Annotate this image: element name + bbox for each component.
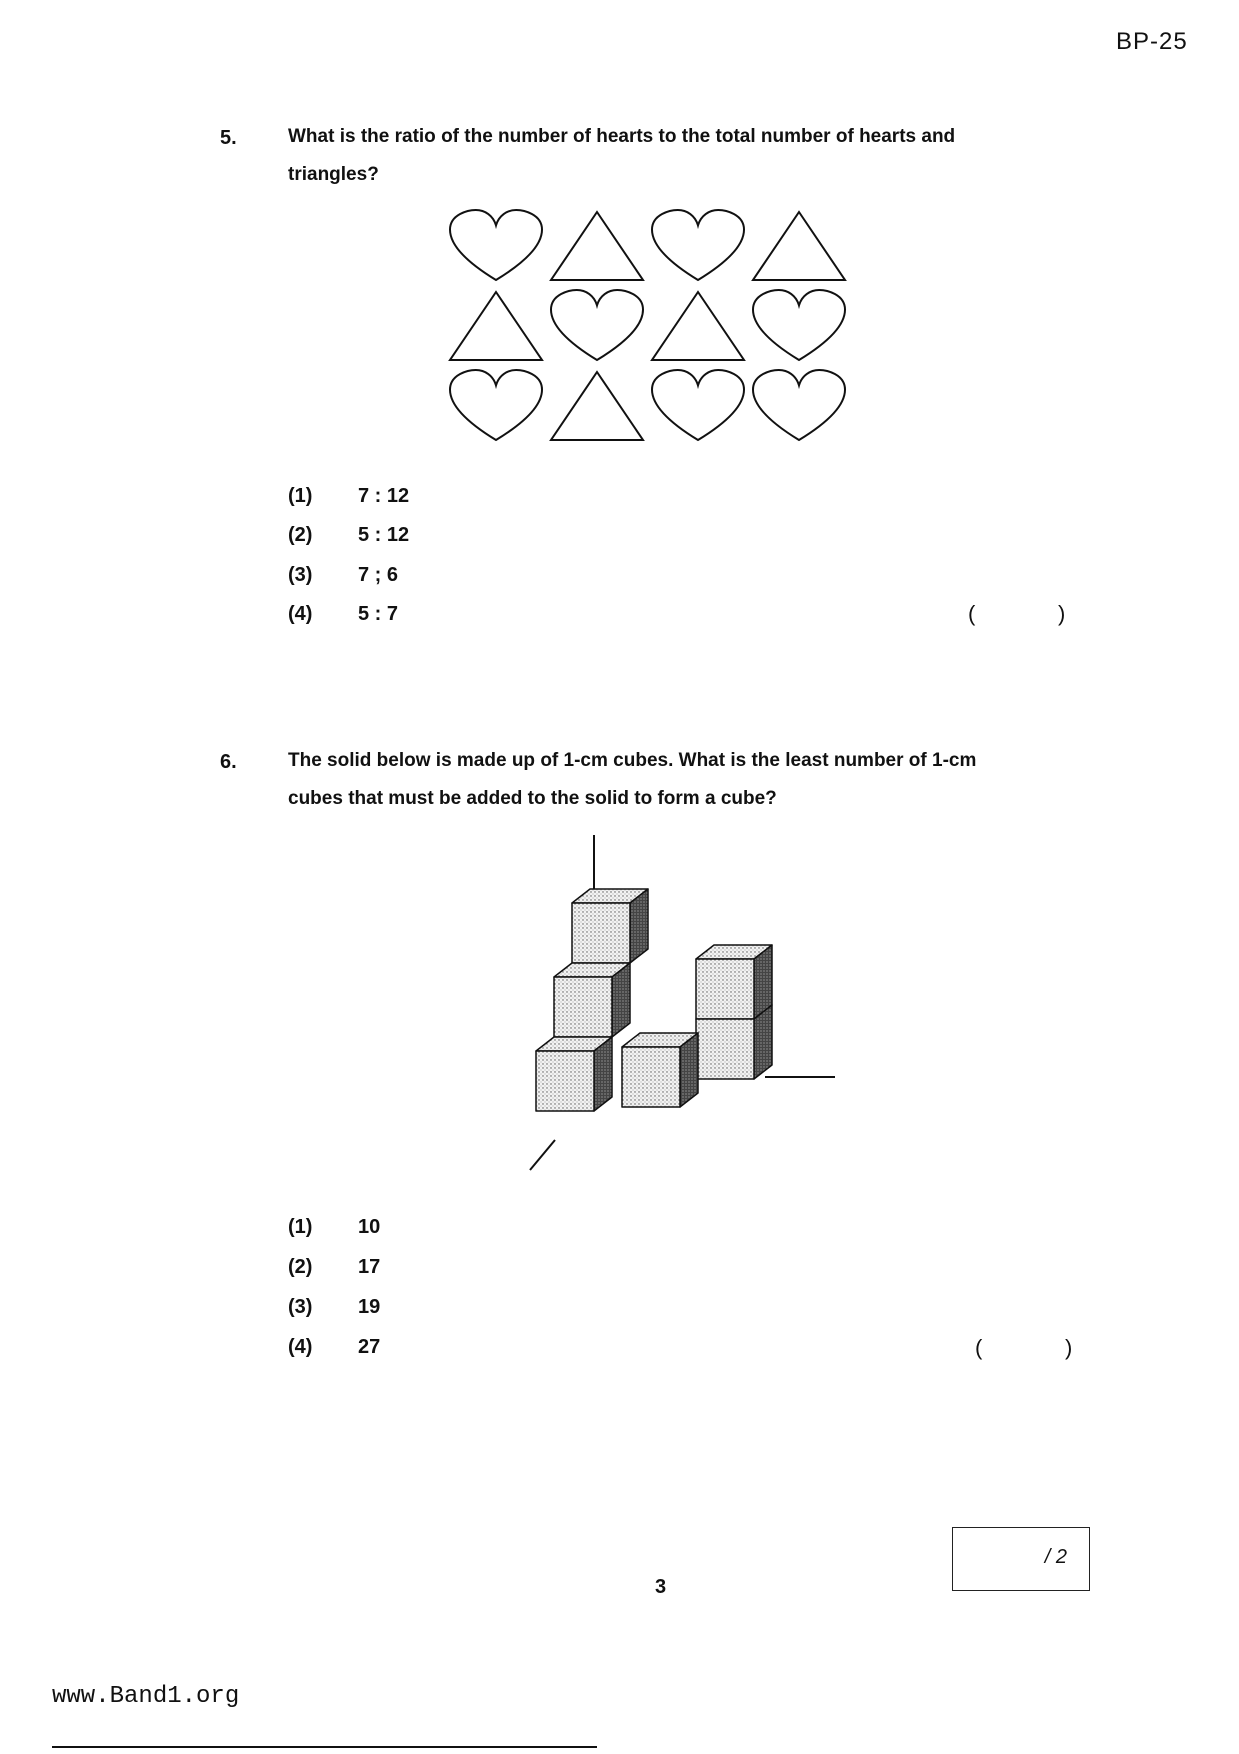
score-box-text: / 2 — [1044, 1546, 1067, 1568]
cube-right-top — [696, 945, 772, 1019]
q6-answer-close: ) — [1065, 1335, 1073, 1360]
website-watermark: www.Band1.org — [52, 1683, 240, 1710]
heart-shape — [753, 290, 845, 360]
triangle-shape — [450, 292, 542, 360]
q5-option-2[interactable] — [288, 524, 409, 547]
cube-solid-figure — [490, 835, 850, 1175]
q6-option-3[interactable] — [288, 1296, 380, 1319]
heart-shape — [450, 210, 542, 280]
q6-option-4-text: 27 — [358, 1336, 381, 1358]
q5-option-1-text: 7 : 12 — [358, 485, 410, 507]
q5-option-4-text: 5 : 7 — [358, 603, 399, 625]
q6-option-1[interactable] — [288, 1216, 380, 1239]
q5-answer-bracket[interactable] — [968, 601, 1148, 627]
q5-option-3-num: (3) — [288, 564, 313, 586]
heart-shape — [652, 370, 744, 440]
q6-option-2[interactable] — [288, 1256, 380, 1279]
q5-option-3[interactable] — [288, 564, 398, 587]
q5-option-4-num: (4) — [288, 603, 313, 625]
q6-text — [288, 742, 1088, 818]
q6-option-3-num: (3) — [288, 1296, 313, 1318]
q6-option-1-num: (1) — [288, 1216, 313, 1238]
q5-answer-close: ) — [1058, 601, 1066, 626]
heart-shape — [652, 210, 744, 280]
q6-answer-open: ( — [975, 1335, 983, 1360]
q6-text-line-1: The solid below is made up of 1-cm cubes. What is the least number of 1-cm — [288, 750, 977, 771]
heart-shape — [450, 370, 542, 440]
header-code: BP-25 — [1116, 28, 1188, 55]
q5-text-line-2: triangles? — [288, 164, 379, 185]
q6-option-4-num: (4) — [288, 1336, 313, 1358]
q5-option-2-num: (2) — [288, 524, 313, 546]
q5-option-1-num: (1) — [288, 485, 313, 507]
q6-option-4[interactable] — [288, 1336, 380, 1359]
q5-text — [288, 118, 1088, 194]
axis-depth — [530, 1140, 555, 1170]
heart-shape — [753, 370, 845, 440]
footer-rule — [52, 1746, 597, 1748]
q6-number: 6. — [220, 751, 237, 773]
q5-option-3-text: 7 ; 6 — [358, 564, 399, 586]
q5-text-line-1: What is the ratio of the number of hearts to the total number of hearts and — [288, 126, 956, 147]
cube-left-top — [572, 889, 648, 963]
q5-option-1[interactable] — [288, 485, 409, 508]
q5-number: 5. — [220, 127, 237, 149]
triangle-shape — [551, 212, 643, 280]
q5-option-4[interactable] — [288, 603, 398, 626]
cube-left-middle — [554, 963, 630, 1037]
hearts-triangles-figure — [450, 210, 870, 460]
q6-option-2-num: (2) — [288, 1256, 313, 1278]
q6-option-3-text: 19 — [358, 1296, 381, 1318]
heart-shape — [551, 290, 643, 360]
q5-option-2-text: 5 : 12 — [358, 524, 410, 546]
q5-answer-open: ( — [968, 601, 976, 626]
q6-text-line-2: cubes that must be added to the solid to form a cube? — [288, 788, 777, 809]
cube-left-bottom — [536, 1037, 612, 1111]
cube-middle — [622, 1033, 698, 1107]
triangle-shape — [652, 292, 744, 360]
q6-option-1-text: 10 — [358, 1216, 381, 1238]
triangle-shape — [753, 212, 845, 280]
triangle-shape — [551, 372, 643, 440]
q6-answer-bracket[interactable] — [975, 1335, 1155, 1361]
score-box[interactable] — [952, 1527, 1090, 1591]
q6-option-2-text: 17 — [358, 1256, 381, 1278]
page-number: 3 — [655, 1576, 667, 1598]
